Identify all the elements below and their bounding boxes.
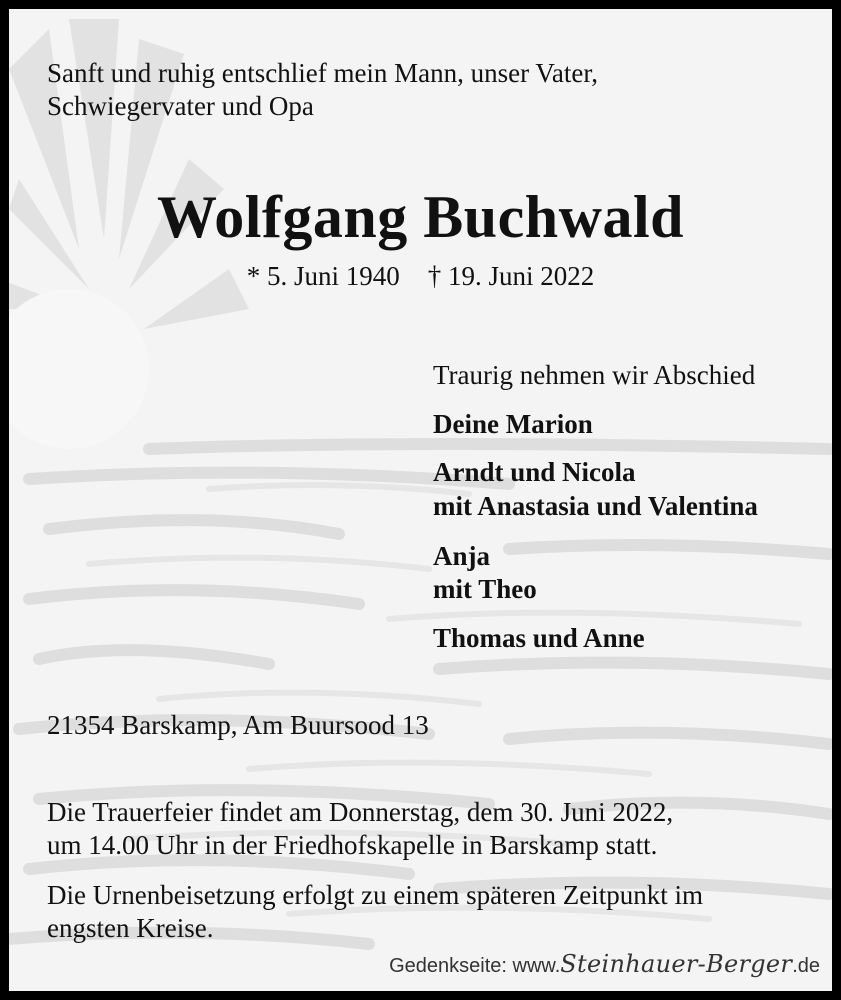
burial-line-1: Die Urnenbeisetzung erfolgt zu einem späteren Zeitpunkt im bbox=[47, 880, 704, 910]
footer-suffix: .de bbox=[792, 955, 820, 977]
mourner-name: mit Theo bbox=[433, 574, 537, 604]
mourner-name: Thomas und Anne bbox=[433, 623, 645, 653]
birth-date: * 5. Juni 1940 bbox=[246, 261, 400, 291]
intro-line-1: Sanft und ruhig entschlief mein Mann, unser Vater, bbox=[47, 58, 599, 88]
life-dates bbox=[9, 259, 832, 293]
mourner-name: Arndt und Nicola bbox=[433, 457, 636, 487]
deceased-name: Wolfgang Buchwald bbox=[157, 184, 684, 250]
mourner-name: Anja bbox=[433, 541, 491, 571]
brand-logo: Steinhauer-Berger bbox=[560, 950, 793, 978]
burial-line-2: engsten Kreise. bbox=[47, 913, 214, 943]
mourner-name: Deine Marion bbox=[433, 409, 593, 439]
funeral-line-1: Die Trauerfeier findet am Donnerstag, dem 30. Juni 2022, bbox=[47, 797, 674, 827]
funeral-line-2: um 14.00 Uhr in der Friedhofskapelle in Barskamp statt. bbox=[47, 830, 658, 860]
intro-line-2: Schwiegervater und Opa bbox=[47, 91, 314, 121]
mourners-heading: Traurig nehmen wir Abschied bbox=[433, 360, 756, 390]
mourner-name: mit Anastasia und Valentina bbox=[433, 491, 758, 521]
obituary-content bbox=[9, 9, 832, 991]
death-date: † 19. Juni 2022 bbox=[427, 261, 595, 291]
address: 21354 Barskamp, Am Buursood 13 bbox=[47, 710, 429, 740]
footer-prefix: Gedenkseite: www. bbox=[389, 955, 561, 977]
memorial-page-link[interactable] bbox=[389, 951, 820, 979]
